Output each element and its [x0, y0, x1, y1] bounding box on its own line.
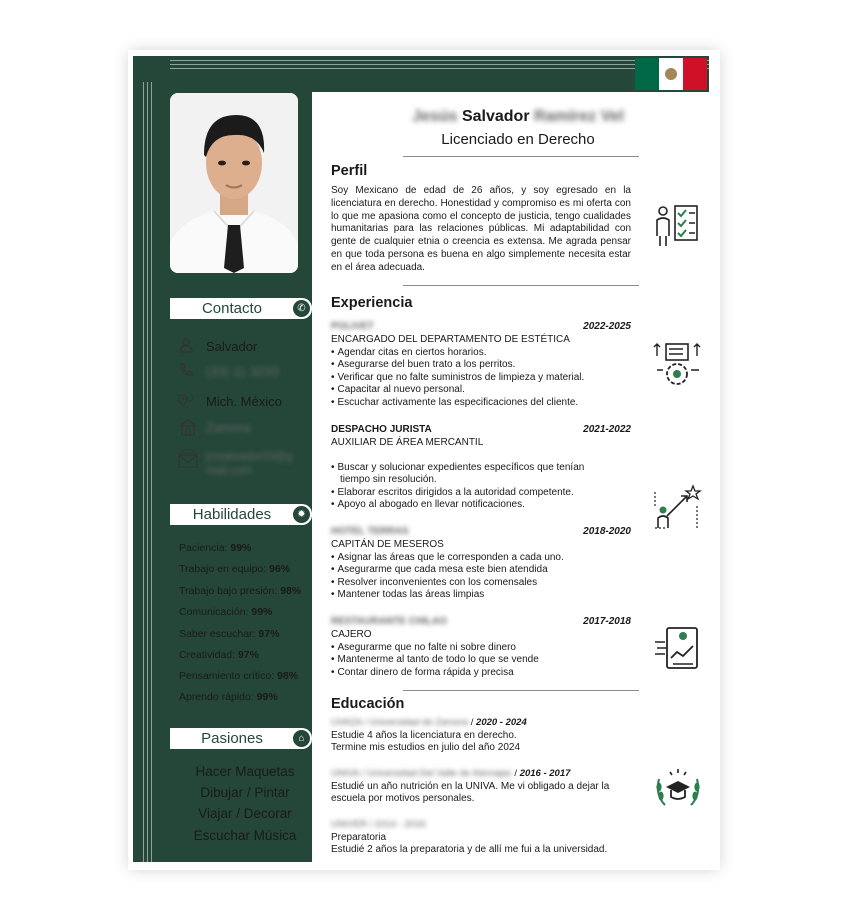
- skill-item: Pensamiento crítico: 98%: [179, 670, 299, 682]
- skill-item: Comunicación: 99%: [179, 606, 273, 618]
- user-icon: [178, 337, 198, 357]
- job-entry: POLIVET 2022-2025 ENCARGADO DEL DEPARTAMENTO DE ESTÉTICA • Agendar citas en ciertos horarios. • Asegurarse del buen trato a los perritos. • Verificar que no falte suministros de limpieza y material. • Capacitar al nuevo personal. • Escuchar activamente las especificaciones del cliente.: [331, 321, 631, 408]
- passions-heading: Pasiones ⌂: [170, 728, 312, 749]
- job-entry: HOTEL TERRAS 2018-2020 CAPITÁN DE MESEROS • Asignar las áreas que le corresponden a cada uno. • Asegurarme que cada mesa este bien atendida • Resolver inconvenientes con los comensales • Mantener todas las áreas limpias: [331, 526, 631, 601]
- divider: [403, 285, 639, 286]
- education-entry: UNIVER / 2014 - 2016 Preparatoria Estudié 2 años la preparatoria y de allí me fui a la universidad.: [331, 819, 608, 856]
- mexico-flag-icon: [635, 58, 707, 90]
- passion-item: Dibujar / Pintar: [200, 785, 290, 800]
- contact-email-row: jrzsalvador33@gmail.com: [178, 448, 308, 482]
- education-heading: Educación: [331, 696, 405, 712]
- resume-page: [128, 50, 720, 870]
- contact-city-row: Zamora: [178, 418, 308, 438]
- skill-item: Saber escuchar: 97%: [179, 628, 280, 640]
- candidate-title: Licenciado en Derecho: [441, 131, 595, 148]
- phone-icon: [178, 362, 198, 382]
- top-green-bar: [133, 56, 709, 92]
- education-entry: UVAZA / Universidad de Zamora / 2020 - 2024 Estudie 4 años la licenciatura en derecho. Termine mis estudios en julio del año 2024: [331, 717, 527, 754]
- skill-item: Paciencia: 99%: [179, 542, 252, 554]
- skill-item: Creatividad: 97%: [179, 649, 259, 661]
- museum-icon: ⌂: [293, 730, 310, 747]
- passion-item: Viajar / Decorar: [198, 806, 292, 821]
- profile-heading: Perfil: [331, 163, 368, 179]
- contact-location-row: Mich. México: [178, 392, 308, 412]
- skill-item: Trabajo bajo presión: 98%: [179, 585, 302, 597]
- divider: [403, 690, 639, 691]
- profile-photo: [170, 93, 298, 273]
- education-entry: UNIVA / Universidad Del Valle de Atemajac / 2016 - 2017 Estudié un año nutrición en la UNIVA. Me vi obligado a dejar la escuela por motivos personales.: [331, 768, 610, 805]
- job-entry: RESTAURANTE CHILAO 2017-2018 CAJERO • Asegurarme que no falte ni sobre dinero • Mantenerme al tanto de todo lo que se vende • Contar dinero de forma rápida y precisa: [331, 616, 631, 678]
- contact-heading: Contacto ✆: [170, 298, 312, 319]
- contact-phone-row: (33) 11 3233: [178, 362, 308, 382]
- skill-item: Aprendo rápido: 99%: [179, 691, 278, 703]
- location-pin-icon: [178, 392, 198, 412]
- skill-item: Trabajo en equipo: 96%: [179, 563, 291, 575]
- graduation-laurel-icon: [653, 765, 703, 815]
- divider: [403, 156, 639, 157]
- home-icon: [178, 418, 198, 438]
- experience-heading: Experiencia: [331, 295, 413, 311]
- analytics-document-icon: [653, 624, 703, 674]
- growth-star-icon: [653, 482, 703, 532]
- left-green-stripe: [133, 56, 170, 862]
- skills-heading: Habilidades ✹: [170, 504, 312, 525]
- settings-report-icon: [653, 340, 703, 390]
- profile-checklist-icon: [653, 200, 703, 250]
- contact-name-row: Salvador: [178, 337, 308, 357]
- passion-item: Hacer Maquetas: [195, 764, 295, 779]
- profile-text: Soy Mexicano de edad de 26 años, y soy egresado en la licenciatura en derecho. Honestidad y compromiso es mi oferta con lo que me apasiona como el concepto de justicia, tengo cualidades humanitarias para las relaciones públicas. Mi adaptabilidad con gente de cualquier etnia o creencia es extensa. Me agrada pensar en que toda persona es buena en algo simplemente necesita estar en el área adecuada.: [331, 185, 631, 273]
- job-entry: DESPACHO JURISTA 2021-2022 AUXILIAR DE ÁREA MERCANTIL • Buscar y solucionar expedientes específicos que tenían tiempo sin resolución. • Elaborar escritos dirigidos a la autoridad competente. • Apoyo al abogado en llevar notificaciones.: [331, 424, 631, 511]
- passion-item: Escuchar Música: [193, 828, 297, 843]
- candidate-name: Jesús Salvador Ramírez Vel: [412, 108, 624, 125]
- whatsapp-icon: ✆: [293, 300, 310, 317]
- mail-icon: [178, 448, 198, 468]
- lightbulb-gear-icon: ✹: [293, 506, 310, 523]
